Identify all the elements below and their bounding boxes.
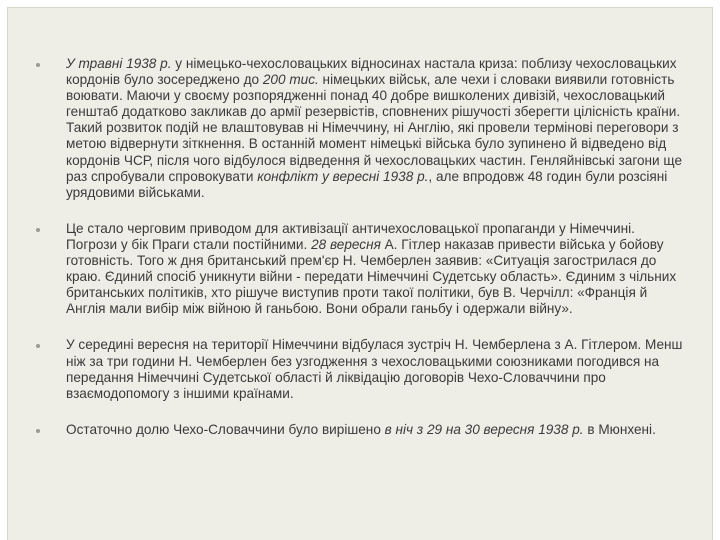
bullet-text-run: Остаточно долю Чехо-Словаччини було вирішено [66,421,385,437]
bullet-text-3 [66,337,688,401]
bullet-text-run: німецьких військ, але чехи і словаки виявили готовність воювати. Маючи у своєму розпорядженні понад 40 добре вишколених дивізій, чехословацький генштаб додатково закликав до армії резервістів, сповнених рішучості зберегти цілісність країни. Такий розвиток подій не влаштовував ні Німеччину, ні Англію, які провели термінові переговори з метою відвернути зіткнення. В останній момент німецькі війська було зупинено й відведено від кордонів ЧСР, після чого відбулося відведення й чехословацьких частин. Генляйнівські загони ще раз спробували спровокувати [66,72,683,184]
bullet-text-run: А. Гітлер наказав привести війська у бойову готовність. Того ж дня британський прем'єр Н. Чемберлен заявив: «Ситуація загострилася до краю. Єдиний спосіб уникнути війни - передати Німеччині Судетську область». Єдиним з чільних британських політиків, хто рішуче виступив проти такої політики, був В. Черчілл: «Франція й Англія мали вибір між війною й ганьбою. Вони обрали ганьбу і одержали війну». [66,236,677,317]
bullet-text-run: у німецько-чехословацьких відносинах настала криза: поблизу чехословацьких кордонів було зосереджено до [66,56,677,88]
bullet-text-run: в Мюнхені. [583,421,656,437]
content-panel [7,7,713,540]
bullet-text-run: конфлікт у вересні 1938 р. [257,168,429,184]
bullet-text-run: У травні 1938 р. [66,56,172,71]
bullet-text-2 [66,221,688,318]
bullet-text-4 [66,422,688,438]
bullet-dot-icon [36,228,40,232]
bullet-item-2 [36,221,688,318]
bullet-list [36,56,688,458]
bullet-text-run: У середині вересня на території Німеччини відбулася зустріч Н. Чемберлена з А. Гітлером. Менш ніж за три години Н. Чемберлен без узгодження з чехословацькими союзниками погодився на передання Німеччині Судетської області й ліквідацію договорів Чехо-Словаччини про взаємодопомогу з іншими країнами. [66,337,683,401]
bullet-dot-icon [36,344,40,348]
bullet-text-1 [66,56,688,201]
bullet-text-run: 28 вересня [311,236,381,252]
bullet-item-4 [36,422,688,438]
bullet-text-run: Це стало черговим приводом для активізації античехословацької пропаганди у Німеччині. Погрози у бік Праги стали постійними. [66,220,635,252]
bullet-dot-icon [36,63,40,67]
bullet-item-1 [36,56,688,201]
bullet-text-run: в ніч з 29 на 30 вересня 1938 р. [384,421,584,437]
bullet-item-3 [36,337,688,401]
bullet-text-run: 200 тис. [262,72,319,88]
bullet-dot-icon [36,429,40,433]
bullet-text-run: , але впродовж 48 годин були розсіяні урядовими військами. [66,168,668,200]
